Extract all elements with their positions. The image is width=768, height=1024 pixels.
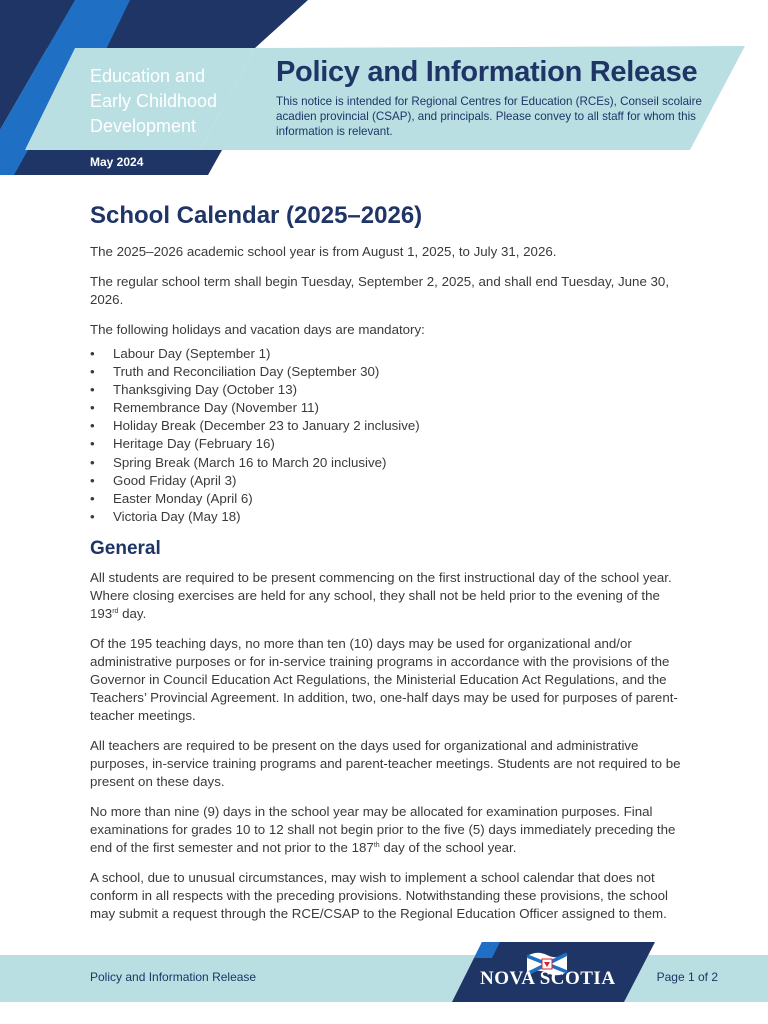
intro-paragraph: The 2025–2026 academic school year is from August 1, 2025, to July 31, 2026.	[90, 244, 557, 259]
general-paragraph: Of the 195 teaching days, no more than ten (10) days may be used for organizational and/or administrative purposes or for in-service training programs in accordance with the provisions of the Governor in Council Education Act Regulations, the Ministerial Education Act Regulations, and the Teachers’ Provincial Agreement. In addition, two, one-half days may be used for purposes of parent-teacher meetings.	[90, 635, 678, 723]
intro-paragraph: The regular school term shall begin Tuesday, September 2, 2025, and shall end Tuesday, June 30, 2026.	[90, 274, 670, 307]
list-item: • Thanksgiving Day (October 13)	[90, 381, 690, 399]
list-item: • Spring Break (March 16 to March 20 inclusive)	[90, 454, 690, 472]
ordinal-suffix: rd	[112, 607, 119, 615]
document-body	[90, 202, 690, 935]
page-title: School Calendar (2025–2026)	[90, 202, 423, 229]
release-notice: This notice is intended for Regional Centres for Education (RCEs), Conseil scolaire acadien provincial (CSAP), and principals. Please convey to all staff for whom this information is relevant.	[276, 95, 702, 138]
holiday-list	[90, 345, 690, 526]
general-paragraph	[90, 803, 690, 857]
section-heading-general: General	[90, 537, 161, 559]
department-name: Education and Early Childhood Development	[90, 66, 218, 136]
text-run: day.	[118, 605, 147, 621]
list-item: • Holiday Break (December 23 to January 2 inclusive)	[90, 417, 690, 435]
release-title: Policy and Information Release	[276, 56, 698, 88]
nova-scotia-wordmark: NOVA SCOTIA	[480, 968, 616, 989]
intro-paragraph: The following holidays and vacation days are mandatory:	[90, 322, 425, 337]
list-item: • Good Friday (April 3)	[90, 472, 690, 490]
page-number: Page 1 of 2	[656, 970, 718, 984]
text-run: All students are required to be present commencing on the first instructional day of the school year. Where closing exercises are held for any school, they shall not be held prior to the evening of the 193	[90, 569, 672, 621]
list-item: • Heritage Day (February 16)	[90, 435, 690, 453]
general-paragraph	[90, 569, 690, 623]
release-date: May 2024	[90, 155, 144, 169]
footer-label: Policy and Information Release	[90, 970, 257, 984]
text-run: day of the school year.	[379, 839, 517, 855]
list-item: • Remembrance Day (November 11)	[90, 399, 690, 417]
list-item: • Victoria Day (May 18)	[90, 508, 690, 526]
general-paragraph: A school, due to unusual circumstances, may wish to implement a school calendar that does not conform in all respects with the preceding provisions. Notwithstanding these provisions, the school may submit a request through the RCE/CSAP to the Regional Education Officer assigned to them.	[90, 869, 668, 921]
text-run: No more than nine (9) days in the school year may be allocated for examination purposes. Final examinations for grades 10 to 12 shall not begin prior to the five (5) days immediately preceding the end of the first semester and not prior to the 187	[90, 803, 676, 855]
list-item: • Truth and Reconciliation Day (September 30)	[90, 363, 690, 381]
ordinal-suffix: th	[373, 841, 380, 849]
list-item: • Easter Monday (April 6)	[90, 490, 690, 508]
list-item: • Labour Day (September 1)	[90, 345, 690, 363]
general-paragraph: All teachers are required to be present on the days used for organizational and administrative purposes, in-service training programs and parent-teacher meetings. Students are not required to be present on these days.	[90, 737, 681, 789]
